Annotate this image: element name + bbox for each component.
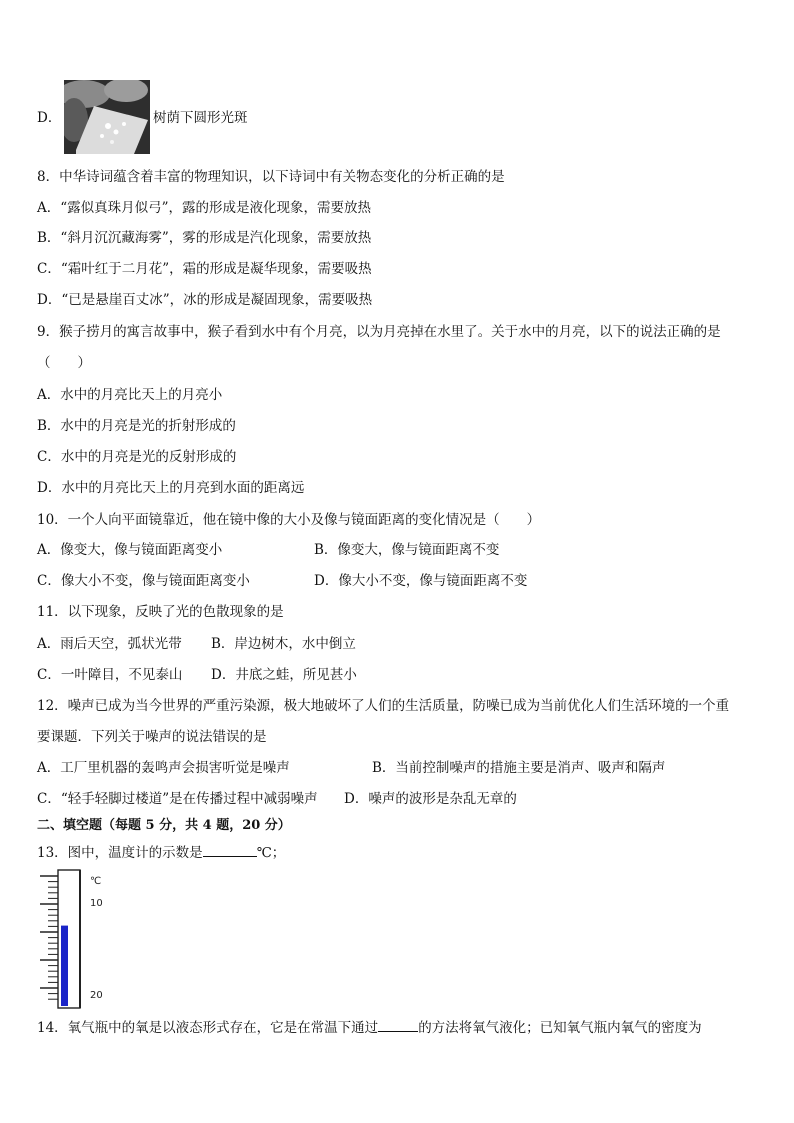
q9-stem: 9．猴子捞月的寓言故事中，猴子看到水中有个月亮，以为月亮掉在水里了。关于水中的月亮，以下的说法正确的是 (37, 324, 721, 340)
q8-option-c: C．“霜叶红于二月花”，霜的形成是凝华现象，需要吸热 (37, 261, 372, 277)
q11-option-c: C．一叶障目，不见泰山 (37, 667, 183, 683)
thermometer-liquid-column (61, 926, 68, 1006)
q11-option-b: B．岸边树木，水中倒立 (211, 636, 356, 652)
q7-option-d-label: D． (37, 110, 62, 126)
q10-option-a: A．像变大，像与镜面距离变小 (37, 542, 223, 558)
q12-stem: 12．噪声已成为当今世界的严重污染源，极大地破坏了人们的生活质量，防噪已成为当前优化人们生活环境的一个重 (37, 698, 730, 714)
thermometer-unit-label: ℃ (90, 876, 102, 887)
q13-stem (37, 843, 285, 862)
q10-option-d: D．像大小不变，像与镜面距离不变 (314, 573, 528, 589)
q13-stem-after: ℃； (256, 845, 286, 861)
q9-option-b: B．水中的月亮是光的折射形成的 (37, 418, 236, 434)
q7-option-d-text: 树荫下圆形光斑 (153, 110, 248, 126)
q8-option-a: A．“露似真珠月似弓”，露的形成是液化现象，需要放热 (37, 200, 372, 216)
q12-stem-cont: 要课题．下列关于噪声的说法错误的是 (37, 729, 267, 745)
q12-option-d: D．噪声的波形是杂乱无章的 (344, 791, 517, 807)
tree-shade-light-spot-photo (64, 80, 150, 154)
q11-option-d: D．井底之蛙，所见甚小 (211, 667, 357, 683)
q10-option-b: B．像变大，像与镜面距离不变 (314, 542, 500, 558)
q14-stem-before: 14．氧气瓶中的氧是以液态形式存在，它是在常温下通过 (37, 1020, 379, 1036)
thermometer-top-label: 10 (90, 898, 103, 909)
q10-option-c: C．像大小不变，像与镜面距离变小 (37, 573, 250, 589)
q12-option-c: C．“轻手轻脚过楼道”是在传播过程中减弱噪声 (37, 791, 318, 807)
q9-option-d: D．水中的月亮比天上的月亮到水面的距离远 (37, 480, 305, 496)
thermometer-bottom-label: 20 (90, 990, 103, 1001)
q8-option-b: B．“斜月沉沉藏海雾”，雾的形成是汽化现象，需要放热 (37, 230, 372, 246)
q12-option-b: B．当前控制噪声的措施主要是消声、吸声和隔声 (372, 760, 666, 776)
q12-option-a: A．工厂里机器的轰鸣声会损害听觉是噪声 (37, 760, 290, 776)
q13-stem-before: 13．图中，温度计的示数是 (37, 845, 203, 861)
q9-option-a: A．水中的月亮比天上的月亮小 (37, 387, 223, 403)
thermometer-figure (38, 868, 108, 1010)
q13-answer-blank[interactable] (203, 843, 257, 857)
q14-stem-after: 的方法将氧气液化；已知氧气瓶内氧气的密度为 (418, 1020, 702, 1036)
photo-illustration (64, 80, 150, 154)
q9-stem-cont: （ ） (37, 355, 91, 371)
q11-option-a: A．雨后天空，弧状光带 (37, 636, 182, 652)
q9-option-c: C．水中的月亮是光的反射形成的 (37, 449, 237, 465)
q14-answer-blank[interactable] (378, 1018, 418, 1032)
thermometer-ticks (40, 876, 58, 999)
section-2-title: 二、填空题（每题 5 分，共 4 题，20 分） (37, 818, 291, 833)
q14-stem (37, 1018, 702, 1037)
q8-option-d: D．“已是悬崖百丈冰”，冰的形成是凝固现象，需要吸热 (37, 292, 373, 308)
q8-stem: 8．中华诗词蕴含着丰富的物理知识，以下诗词中有关物态变化的分析正确的是 (37, 169, 505, 185)
q11-stem: 11．以下现象，反映了光的色散现象的是 (37, 604, 284, 620)
q10-stem: 10．一个人向平面镜靠近，他在镜中像的大小及像与镜面距离的变化情况是（ ） (37, 512, 541, 528)
